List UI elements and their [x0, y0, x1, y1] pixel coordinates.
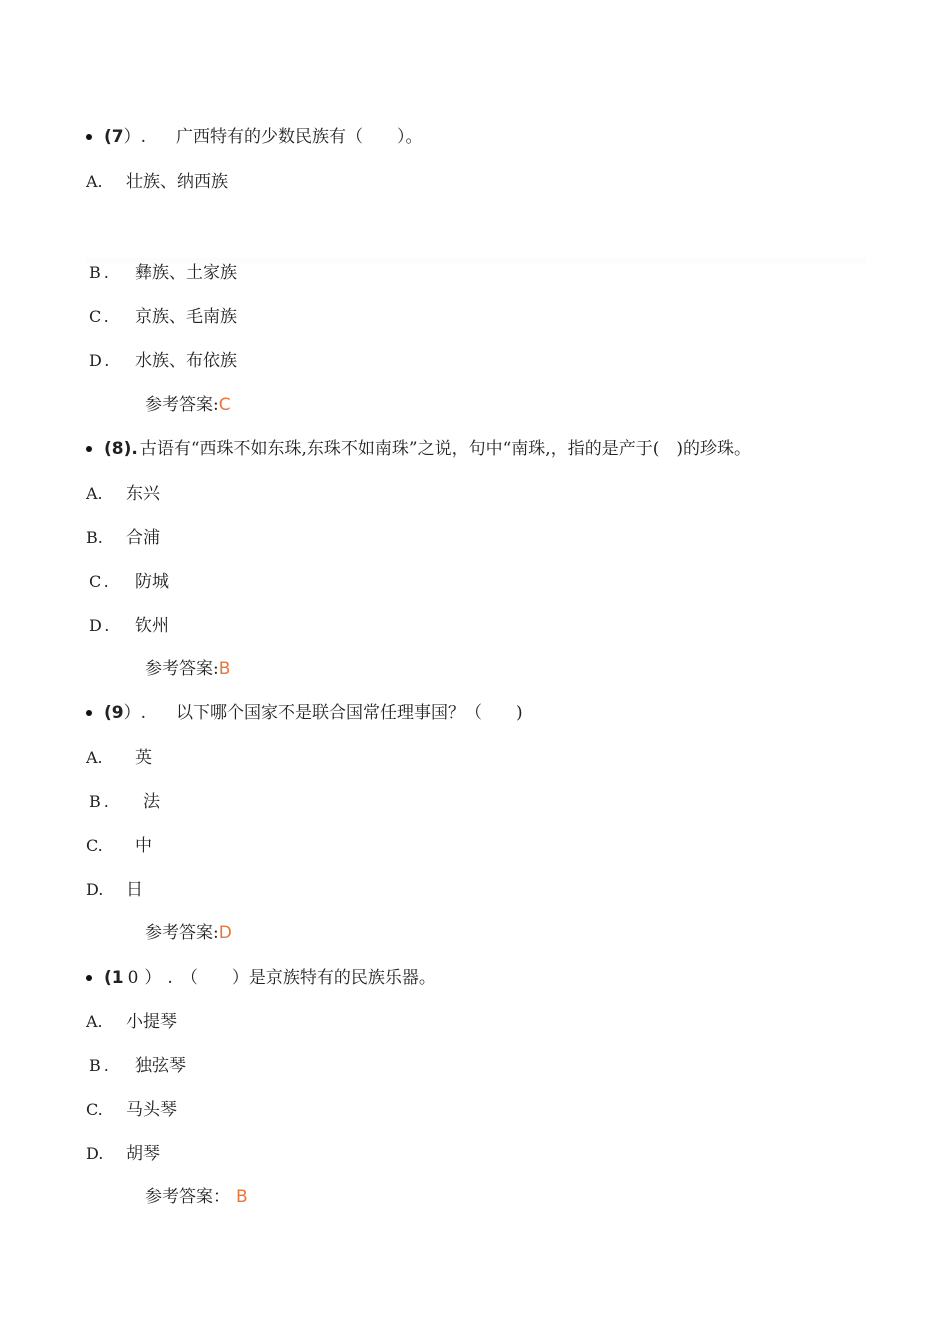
option-label: D. [86, 1144, 104, 1163]
question-text: （ ）是京族特有的民族乐器。 [180, 968, 436, 988]
option-text: 法 [143, 792, 160, 812]
option-c[interactable] [89, 305, 237, 329]
answer-value: D [218, 923, 232, 943]
option-text: 东兴 [126, 484, 160, 504]
answer-value: B [218, 659, 231, 679]
option-text: 中 [135, 836, 152, 856]
question-number-tail: ）. [123, 703, 147, 723]
answer-value: C [218, 395, 231, 415]
option-text: 壮族、纳西族 [126, 172, 228, 192]
answer-7 [145, 393, 231, 417]
option-label: C. [89, 572, 112, 591]
option-text: 日 [126, 880, 143, 900]
question-text: 古语有“西珠不如东珠,东珠不如南珠”之说，句中“南珠,，指的是产于( )的珍珠。 [139, 439, 751, 459]
option-label: B. [86, 528, 103, 547]
option-a[interactable] [86, 482, 160, 506]
question-number-tail: ）. [123, 127, 147, 147]
bullet-icon [86, 446, 92, 452]
question-9 [86, 701, 523, 725]
question-number-tail: 0）. [127, 968, 179, 988]
option-label: C. [89, 307, 112, 326]
option-text: 马头琴 [126, 1100, 177, 1120]
option-text: 彝族、土家族 [135, 263, 237, 283]
answer-label: 参考答案: [145, 659, 219, 679]
question-10 [86, 966, 436, 990]
option-d[interactable] [86, 1142, 160, 1166]
option-label: D. [89, 616, 113, 635]
option-b[interactable] [89, 1054, 186, 1078]
option-label: B. [89, 792, 112, 811]
question-7 [86, 125, 423, 149]
option-text: 独弦琴 [135, 1056, 186, 1076]
option-d[interactable] [89, 349, 237, 373]
option-c[interactable] [86, 1098, 177, 1122]
option-b[interactable] [89, 790, 160, 814]
answer-10 [145, 1185, 248, 1209]
option-label: A. [86, 484, 103, 503]
question-number: (9 [104, 703, 124, 723]
option-text: 英 [135, 748, 152, 768]
answer-label: 参考答案: [145, 395, 219, 415]
question-text: 以下哪个国家不是联合国常任理事国？（ ) [176, 703, 523, 723]
question-text: 广西特有的少数民族有（ ）。 [176, 127, 423, 147]
option-text: 钦州 [135, 616, 169, 636]
option-label: C. [86, 1100, 103, 1119]
option-text: 胡琴 [126, 1144, 160, 1164]
option-text: 水族、布依族 [135, 351, 237, 371]
option-text: 京族、毛南族 [135, 307, 237, 327]
answer-9 [145, 921, 232, 945]
option-label: C. [86, 836, 103, 855]
option-d[interactable] [86, 878, 143, 902]
answer-8 [145, 657, 230, 681]
answer-label: 参考答案： [145, 1187, 230, 1207]
question-number: (1 [104, 968, 124, 988]
option-text: 防城 [135, 572, 169, 592]
question-number: (8). [104, 439, 138, 459]
option-label: A. [86, 1012, 103, 1031]
option-a[interactable] [86, 1010, 177, 1034]
bullet-icon [86, 710, 92, 716]
option-label: A. [86, 748, 103, 767]
option-c[interactable] [89, 570, 169, 594]
option-b[interactable] [86, 526, 160, 550]
option-a[interactable] [86, 746, 152, 770]
option-c[interactable] [86, 834, 152, 858]
option-label: B. [89, 263, 112, 282]
option-text: 合浦 [126, 528, 160, 548]
answer-value: B [236, 1187, 248, 1207]
answer-label: 参考答案: [145, 923, 219, 943]
option-b[interactable] [89, 261, 237, 285]
option-label: B. [89, 1056, 112, 1075]
option-text: 小提琴 [126, 1012, 177, 1032]
question-8 [86, 437, 751, 461]
option-label: D. [86, 880, 104, 899]
bullet-icon [86, 134, 92, 140]
option-d[interactable] [89, 614, 169, 638]
option-label: A. [86, 172, 103, 191]
option-a[interactable] [86, 170, 228, 194]
option-label: D. [89, 351, 113, 370]
bullet-icon [86, 975, 92, 981]
question-number: (7 [104, 127, 124, 147]
